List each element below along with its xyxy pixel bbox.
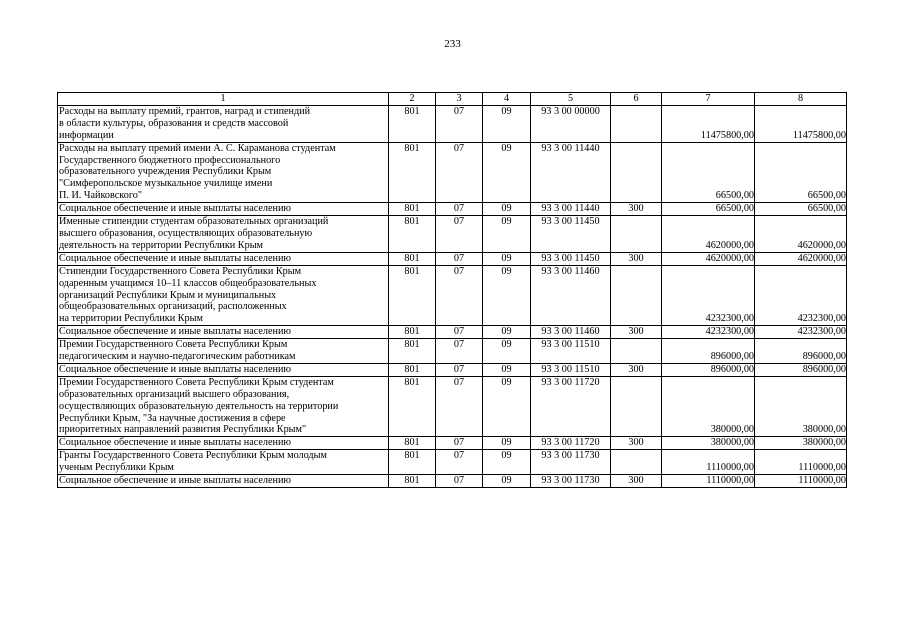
target-article-code: 93 3 00 11440: [531, 203, 611, 216]
target-article-code: 93 3 00 11720: [531, 437, 611, 450]
ministry-code: 801: [389, 265, 436, 326]
expense-type-code: [611, 142, 662, 203]
expense-type-code: [611, 339, 662, 364]
table-row: [58, 450, 847, 475]
description-line: Республики Крым, "За научные достижения в сфере: [59, 412, 286, 424]
table-row: [58, 363, 847, 376]
expense-type-code: 300: [611, 437, 662, 450]
amount-year-2: 4232300,00: [755, 265, 847, 326]
amount-year-2: 66500,00: [755, 203, 847, 216]
amount-year-1: 66500,00: [662, 203, 755, 216]
page-number: 233: [444, 38, 461, 50]
header-cell: 2: [389, 93, 436, 106]
description-line: осуществляющих образовательную деятельность на территории: [59, 400, 339, 412]
expense-description: [58, 265, 389, 326]
section-code: 07: [436, 450, 483, 475]
table-row: [58, 142, 847, 203]
target-article-code: 93 3 00 11730: [531, 450, 611, 475]
amount-year-2: 380000,00: [755, 376, 847, 437]
subsection-code: 09: [483, 265, 531, 326]
subsection-code: 09: [483, 252, 531, 265]
description-line: на территории Республики Крым: [59, 313, 203, 325]
ministry-code: 801: [389, 363, 436, 376]
expense-type-code: [611, 376, 662, 437]
ministry-code: 801: [389, 105, 436, 142]
subsection-code: 09: [483, 437, 531, 450]
expense-description: [58, 363, 389, 376]
expense-type-code: 300: [611, 363, 662, 376]
header-cell: 4: [483, 93, 531, 106]
expense-description: [58, 326, 389, 339]
table-body: [58, 93, 847, 488]
section-code: 07: [436, 203, 483, 216]
description-line: Именные стипендии студентам образовательных организаций: [59, 216, 329, 228]
expense-description: [58, 203, 389, 216]
amount-year-2: 11475800,00: [755, 105, 847, 142]
subsection-code: 09: [483, 475, 531, 488]
section-code: 07: [436, 216, 483, 253]
section-code: 07: [436, 252, 483, 265]
amount-year-2: 4620000,00: [755, 252, 847, 265]
section-code: 07: [436, 142, 483, 203]
expense-type-code: [611, 450, 662, 475]
description-line: образовательного учреждения Республики Крым: [59, 166, 272, 178]
expense-description: [58, 216, 389, 253]
expense-type-code: 300: [611, 203, 662, 216]
amount-year-2: 896000,00: [755, 363, 847, 376]
expense-type-code: [611, 216, 662, 253]
description-line: ученым Республики Крым: [59, 462, 174, 474]
description-line: Расходы на выплату премий, грантов, наград и стипендий: [59, 105, 311, 117]
expense-description: [58, 142, 389, 203]
amount-year-2: 896000,00: [755, 339, 847, 364]
description-line: в области культуры, образования и средств массовой: [59, 117, 289, 129]
expense-type-code: [611, 265, 662, 326]
description-line: Гранты Государственного Совета Республики Крым молодым: [59, 450, 327, 462]
section-code: 07: [436, 475, 483, 488]
description-line: Премии Государственного Совета Республики Крым: [59, 339, 288, 351]
subsection-code: 09: [483, 326, 531, 339]
expense-type-code: 300: [611, 475, 662, 488]
target-article-code: 93 3 00 11450: [531, 216, 611, 253]
subsection-code: 09: [483, 339, 531, 364]
table-row: [58, 265, 847, 326]
expense-description: [58, 475, 389, 488]
target-article-code: 93 3 00 11440: [531, 142, 611, 203]
table-row: [58, 376, 847, 437]
amount-year-1: 896000,00: [662, 339, 755, 364]
table-row: [58, 203, 847, 216]
header-cell: 7: [662, 93, 755, 106]
amount-year-2: 380000,00: [755, 437, 847, 450]
description-line: Социальное обеспечение и иные выплаты населению: [59, 437, 292, 449]
description-line: одаренным учащимся 10–11 классов общеобразовательных: [59, 277, 317, 289]
ministry-code: 801: [389, 475, 436, 488]
expense-description: [58, 252, 389, 265]
description-line: "Симферопольское музыкальное училище имени: [59, 178, 273, 190]
table-row: [58, 252, 847, 265]
section-code: 07: [436, 326, 483, 339]
amount-year-1: 1110000,00: [662, 475, 755, 488]
amount-year-2: 4232300,00: [755, 326, 847, 339]
target-article-code: 93 3 00 11730: [531, 475, 611, 488]
section-code: 07: [436, 339, 483, 364]
subsection-code: 09: [483, 203, 531, 216]
amount-year-1: 1110000,00: [662, 450, 755, 475]
description-line: Социальное обеспечение и иные выплаты населению: [59, 252, 292, 264]
table-row: [58, 339, 847, 364]
target-article-code: 93 3 00 00000: [531, 105, 611, 142]
description-line: деятельность на территории Республики Крым: [59, 239, 263, 251]
target-article-code: 93 3 00 11510: [531, 363, 611, 376]
description-line: Социальное обеспечение и иные выплаты населению: [59, 363, 292, 375]
description-line: Социальное обеспечение и иные выплаты населению: [59, 203, 292, 215]
description-line: информации: [59, 129, 114, 141]
description-line: П. И. Чайковского": [59, 190, 142, 202]
description-line: Стипендии Государственного Совета Республики Крым: [59, 265, 302, 277]
description-line: приоритетных направлений развития Республики Крым": [59, 424, 307, 436]
subsection-code: 09: [483, 376, 531, 437]
expense-description: [58, 105, 389, 142]
header-cell: 1: [58, 93, 389, 106]
amount-year-2: 66500,00: [755, 142, 847, 203]
description-line: высшего образования, осуществляющих образовательную: [59, 227, 313, 239]
ministry-code: 801: [389, 437, 436, 450]
expense-description: [58, 339, 389, 364]
description-line: Государственного бюджетного профессионального: [59, 154, 281, 166]
section-code: 07: [436, 363, 483, 376]
target-article-code: 93 3 00 11460: [531, 265, 611, 326]
amount-year-1: 4620000,00: [662, 252, 755, 265]
amount-year-1: 4232300,00: [662, 326, 755, 339]
description-line: образовательных организаций высшего образования,: [59, 388, 290, 400]
section-code: 07: [436, 437, 483, 450]
description-line: Расходы на выплату премий имени А. С. Караманова студентам: [59, 142, 336, 154]
target-article-code: 93 3 00 11460: [531, 326, 611, 339]
amount-year-1: 896000,00: [662, 363, 755, 376]
amount-year-1: 380000,00: [662, 376, 755, 437]
ministry-code: 801: [389, 252, 436, 265]
expense-description: [58, 437, 389, 450]
budget-table: [57, 92, 847, 488]
ministry-code: 801: [389, 339, 436, 364]
target-article-code: 93 3 00 11720: [531, 376, 611, 437]
description-line: Социальное обеспечение и иные выплаты населению: [59, 326, 292, 338]
subsection-code: 09: [483, 363, 531, 376]
table-row: [58, 216, 847, 253]
header-cell: 3: [436, 93, 483, 106]
amount-year-1: 4620000,00: [662, 216, 755, 253]
table-row: [58, 475, 847, 488]
target-article-code: 93 3 00 11450: [531, 252, 611, 265]
target-article-code: 93 3 00 11510: [531, 339, 611, 364]
amount-year-1: 380000,00: [662, 437, 755, 450]
amount-year-1: 11475800,00: [662, 105, 755, 142]
expense-type-code: [611, 105, 662, 142]
ministry-code: 801: [389, 142, 436, 203]
amount-year-2: 4620000,00: [755, 216, 847, 253]
ministry-code: 801: [389, 203, 436, 216]
subsection-code: 09: [483, 105, 531, 142]
ministry-code: 801: [389, 450, 436, 475]
description-line: педагогическим и научно-педагогическим работникам: [59, 351, 296, 363]
section-code: 07: [436, 265, 483, 326]
description-line: Социальное обеспечение и иные выплаты населению: [59, 475, 292, 487]
amount-year-1: 4232300,00: [662, 265, 755, 326]
table-row: [58, 105, 847, 142]
expense-description: [58, 376, 389, 437]
amount-year-1: 66500,00: [662, 142, 755, 203]
subsection-code: 09: [483, 142, 531, 203]
description-line: организаций Республики Крым и муниципальных: [59, 289, 277, 301]
ministry-code: 801: [389, 376, 436, 437]
header-cell: 6: [611, 93, 662, 106]
header-row: [58, 93, 847, 106]
table-row: [58, 326, 847, 339]
subsection-code: 09: [483, 450, 531, 475]
description-line: Премии Государственного Совета Республики Крым студентам: [59, 376, 334, 388]
section-code: 07: [436, 376, 483, 437]
amount-year-2: 1110000,00: [755, 450, 847, 475]
table-row: [58, 437, 847, 450]
header-cell: 5: [531, 93, 611, 106]
amount-year-2: 1110000,00: [755, 475, 847, 488]
ministry-code: 801: [389, 216, 436, 253]
description-line: общеобразовательных организаций, расположенных: [59, 301, 287, 313]
header-cell: 8: [755, 93, 847, 106]
section-code: 07: [436, 105, 483, 142]
subsection-code: 09: [483, 216, 531, 253]
expense-type-code: 300: [611, 252, 662, 265]
expense-type-code: 300: [611, 326, 662, 339]
ministry-code: 801: [389, 326, 436, 339]
expense-description: [58, 450, 389, 475]
